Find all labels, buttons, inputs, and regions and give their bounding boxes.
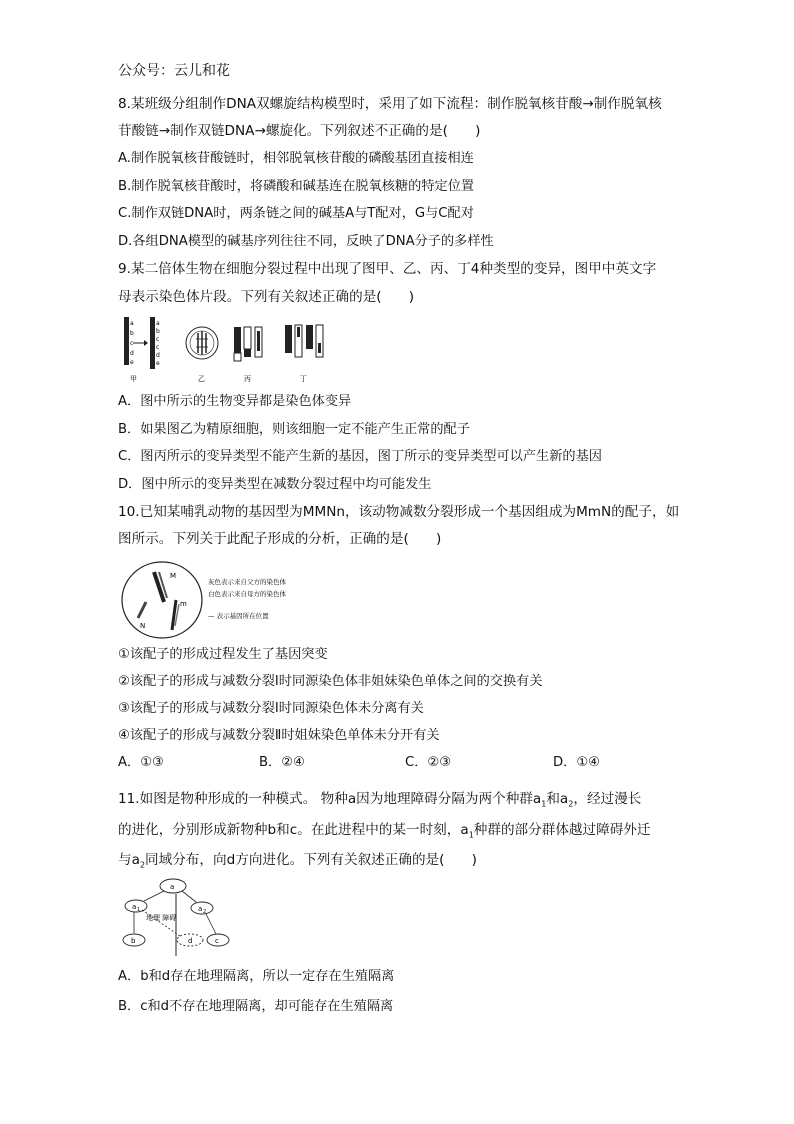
q9-option-a: A．图中所示的生物变异都是染色体变异 [118,394,352,409]
q11-option-b: B．c和d不存在地理隔离，却可能存在生殖隔离 [118,999,394,1014]
q8-stem-line2: 苷酸链→制作双链DNA→螺旋化。下列叙述不正确的是( ) [118,123,481,139]
svg-text:e: e [130,359,134,366]
q10-statement-4: ④该配子的形成与减数分裂Ⅱ时姐妹染色单体未分开有关 [118,728,440,743]
q10-choice-a: A．①③ [118,755,164,770]
q9-option-c: C．图丙所示的变异类型不能产生新的基因，图丁所示的变异类型可以产生新的基因 [118,449,602,464]
chromosome-n-left [138,602,146,630]
svg-text:M: M [170,572,177,580]
barrier-label: 地理 障碍 [146,914,177,922]
svg-text:a: a [130,320,134,327]
q9-stem-line2: 母表示染色体片段。下列有关叙述正确的是( ) [118,289,415,305]
q8-option-b: B.制作脱氧核苷酸时，将磷酸和碱基连在脱氧核糖的特定位置 [118,179,475,194]
svg-text:e: e [156,360,160,367]
label-yi: 乙 [198,375,205,383]
svg-text:c: c [215,937,219,945]
svg-text:a: a [198,905,203,913]
svg-text:c: c [130,340,134,347]
figure-bing [234,327,262,383]
svg-text:c: c [156,336,160,343]
svg-text:b: b [130,330,134,337]
figure-yi [186,327,218,383]
q9-option-d: D．图中所示的变异类型在减数分裂过程中均可能发生 [118,477,432,492]
figure-ding [285,325,323,383]
q11-stem-line3: 与$a_2$同域分布，向d方向进化。下列有关叙述正确的是( ) [118,852,477,870]
svg-text:b: b [156,328,160,335]
svg-text:m: m [180,600,187,608]
q9-stem-line1: 9.某二倍体生物在细胞分裂过程中出现了图甲、乙、丙、丁4种类型的变异，图甲中英文字 [118,261,657,277]
q9-figure [118,313,338,385]
figure-jia [124,317,160,383]
q8-option-c: C.制作双链DNA时，两条链之间的碱基A与T配对，G与C配对 [118,206,474,221]
svg-text:d: d [156,352,160,359]
svg-text:a: a [170,883,175,891]
svg-text:2: 2 [203,909,207,915]
q10-choice-c: C．②③ [405,755,452,770]
q8-option-d: D.各组DNA模型的碱基序列往往不同，反映了DNA分子的多样性 [118,234,494,249]
q8-stem-line1: 8.某班级分组制作DNA双螺旋结构模型时，采用了如下流程：制作脱氧核苷酸→制作脱氧核 [118,96,662,112]
q9-option-b: B．如果图乙为精原细胞，则该细胞一定不能产生正常的配子 [118,422,470,437]
q10-figure [118,558,328,642]
label-ding: 丁 [300,375,307,383]
svg-text:b: b [131,937,136,945]
header-text: 公众号：云儿和花 [118,63,230,79]
q10-choice-d: D．①④ [553,755,600,770]
q10-statement-2: ②该配子的形成与减数分裂Ⅰ时同源染色体非姐妹染色单体之间的交换有关 [118,674,543,689]
svg-text:d: d [130,350,134,357]
label-bing: 丙 [244,375,251,383]
q10-statement-3: ③该配子的形成与减数分裂Ⅰ时同源染色体未分离有关 [118,701,424,716]
legend-gene-position: — 表示基因所在位置 [208,612,269,620]
chromosome-m-lower [172,600,187,630]
svg-text:c: c [156,344,160,351]
svg-text:1: 1 [137,907,141,913]
legend-gray: 灰色表示来自父方的染色体 [208,578,286,586]
q11-option-a: A．b和d存在地理隔离，所以一定存在生殖隔离 [118,969,395,984]
q10-choice-b: B．②④ [259,755,305,770]
q10-statement-1: ①该配子的形成过程发生了基因突变 [118,647,328,662]
q11-figure [118,878,248,956]
legend-white: 白色表示来自母方的染色体 [208,590,286,598]
svg-text:N: N [140,622,146,630]
q8-option-a: A.制作脱氧核苷酸链时，相邻脱氧核苷酸的磷酸基团直接相连 [118,151,474,166]
svg-text:d: d [188,937,193,945]
svg-text:a: a [156,320,160,327]
q11-stem-line2: 的进化，分别形成新物种b和c。在此进程中的某一时刻，$a_1$种群的部分群体越过障碍外迁 [118,822,651,840]
svg-text:a: a [132,903,137,911]
q11-stem-line1: 11.如图是物种形成的一种模式。 物种a因为地理障碍分隔为两个种群$a_1$和$a_2$，经过漫长 [118,791,642,809]
chromosome-m-upper [154,572,176,602]
q10-stem-line2: 图所示。下列关于此配子形成的分析，正确的是( ) [118,531,442,547]
q10-stem-line1: 10.已知某哺乳动物的基因型为MMNn，该动物减数分裂形成一个基因组成为MmN的配子，如 [118,504,680,520]
label-jia: 甲 [130,375,137,383]
